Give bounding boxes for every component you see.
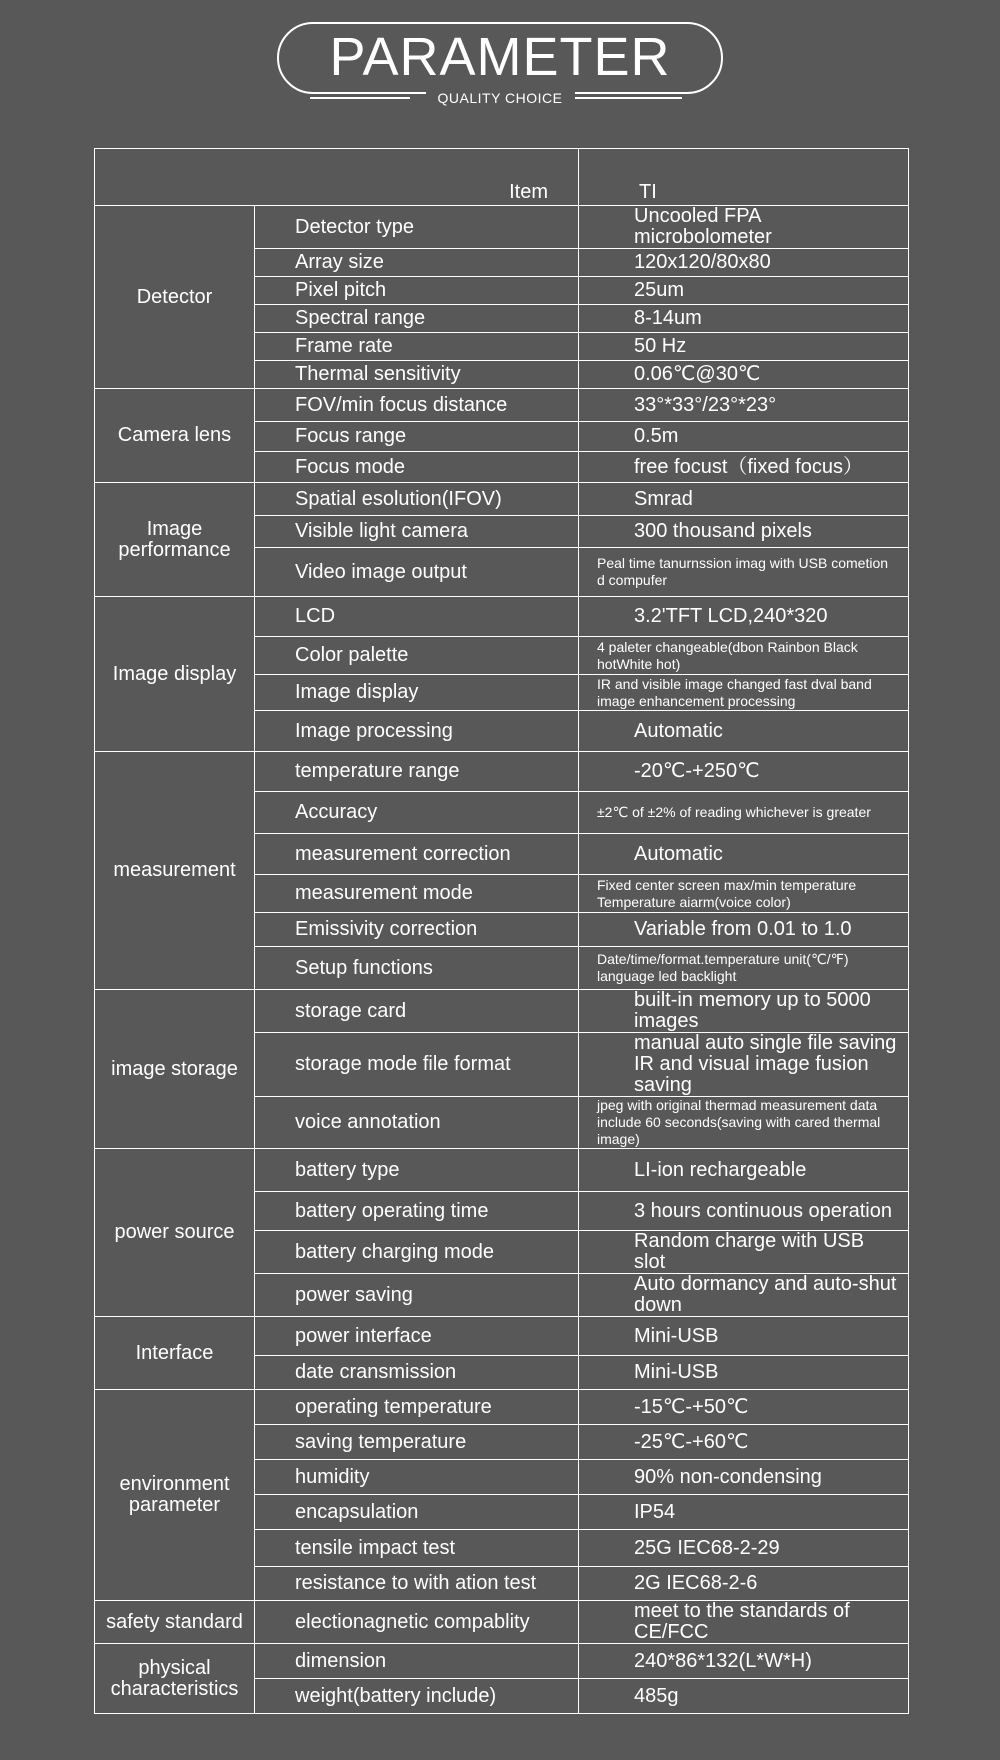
param-value: 0.06℃@30℃ [579,361,909,389]
param-name: power interface [255,1317,579,1356]
param-value: Variable from 0.01 to 1.0 [579,913,909,947]
param-value: Random charge with USB slot [579,1231,909,1274]
header-item: Item [95,149,579,206]
param-name: Focus mode [255,452,579,483]
parameter-table [94,148,909,1714]
param-value: free focust（fixed focus） [579,452,909,483]
param-name: FOV/min focus distance [255,389,579,422]
param-name: operating temperature [255,1390,579,1425]
param-value: IP54 [579,1495,909,1530]
param-value: IR and visible image changed fast dval band image enhancement processing [579,675,909,711]
param-name: battery operating time [255,1192,579,1231]
param-value: Mini-USB [579,1317,909,1356]
param-name: LCD [255,597,579,637]
param-value: 33°*33°/23°*23° [579,389,909,422]
table-row [95,389,909,422]
param-name: Accuracy [255,792,579,834]
table-row [95,206,909,249]
table-row [95,752,909,792]
param-name: storage mode file format [255,1033,579,1097]
param-value: 2G IEC68-2-6 [579,1567,909,1601]
param-value: -15℃-+50℃ [579,1390,909,1425]
group-label: Camera lens [95,389,255,483]
param-name: Video image output [255,548,579,597]
param-name: Detector type [255,206,579,249]
param-name: Color palette [255,637,579,675]
param-name: Spatial esolution(IFOV) [255,483,579,516]
param-value: Smrad [579,483,909,516]
param-name: tensile impact test [255,1530,579,1567]
param-value: -25℃-+60℃ [579,1425,909,1460]
param-value: Automatic [579,711,909,752]
group-label: Detector [95,206,255,389]
table-row [95,483,909,516]
param-name: Visible light camera [255,516,579,548]
param-name: temperature range [255,752,579,792]
param-value: jpeg with original thermad measurement data include 60 seconds(saving with cared thermal image) [579,1097,909,1149]
subtitle-wrap [0,88,1000,108]
param-value: manual auto single file saving IR and visual image fusion saving [579,1033,909,1097]
param-value: 4 paleter changeable(dbon Rainbon Black hotWhite hot) [579,637,909,675]
header [0,0,1000,130]
param-name: Pixel pitch [255,277,579,305]
param-value: 3 hours continuous operation [579,1192,909,1231]
table-row [95,990,909,1033]
param-name: date cransmission [255,1356,579,1390]
param-name: measurement correction [255,834,579,875]
param-name: Image processing [255,711,579,752]
param-value: 300 thousand pixels [579,516,909,548]
param-value: 25um [579,277,909,305]
param-value: 50 Hz [579,333,909,361]
param-value: Fixed center screen max/min temperature Temperature aiarm(voice color) [579,875,909,913]
group-label: image storage [95,990,255,1149]
table-row [95,1317,909,1356]
param-value: 485g [579,1679,909,1714]
param-value: Auto dormancy and auto-shut down [579,1274,909,1317]
param-name: power saving [255,1274,579,1317]
param-value: meet to the standards of CE/FCC [579,1601,909,1644]
param-name: Image display [255,675,579,711]
param-value: Peal time tanurnssion imag with USB cometion d compufer [579,548,909,597]
header-model: TI [579,149,909,206]
group-label: measurement [95,752,255,990]
param-name: dimension [255,1644,579,1679]
param-value: 240*86*132(L*W*H) [579,1644,909,1679]
param-value: 0.5m [579,422,909,452]
param-value: ±2℃ of ±2% of reading whichever is greater [579,792,909,834]
param-name: encapsulation [255,1495,579,1530]
param-name: Array size [255,249,579,277]
param-name: saving temperature [255,1425,579,1460]
param-name: Focus range [255,422,579,452]
table-row [95,1390,909,1425]
table-header-row [95,149,909,206]
param-name: voice annotation [255,1097,579,1149]
param-value: 90% non-condensing [579,1460,909,1495]
param-name: battery type [255,1149,579,1192]
param-name: Spectral range [255,305,579,333]
param-value: 8-14um [579,305,909,333]
param-name: electionagnetic compablity [255,1601,579,1644]
param-name: measurement mode [255,875,579,913]
param-value: 3.2'TFT LCD,240*320 [579,597,909,637]
page-subtitle: QUALITY CHOICE [426,88,575,108]
group-label: power source [95,1149,255,1317]
param-value: LI-ion rechargeable [579,1149,909,1192]
param-value: 120x120/80x80 [579,249,909,277]
param-name: Thermal sensitivity [255,361,579,389]
param-value: Uncooled FPA microbolometer [579,206,909,249]
param-name: Setup functions [255,947,579,990]
table-row [95,597,909,637]
group-label: physical characteristics [95,1644,255,1714]
group-label: environment parameter [95,1390,255,1601]
group-label: Image display [95,597,255,752]
param-name: battery charging mode [255,1231,579,1274]
param-value: -20℃-+250℃ [579,752,909,792]
param-value: Automatic [579,834,909,875]
param-name: storage card [255,990,579,1033]
param-name: Emissivity correction [255,913,579,947]
page-title: PARAMETER [329,27,671,87]
table-row [95,1601,909,1644]
param-name: resistance to with ation test [255,1567,579,1601]
param-value: Mini-USB [579,1356,909,1390]
group-label: safety standard [95,1601,255,1644]
param-value: Date/time/format.temperature unit(℃/℉) language led backlight [579,947,909,990]
param-name: Frame rate [255,333,579,361]
group-label: Interface [95,1317,255,1390]
param-name: weight(battery include) [255,1679,579,1714]
param-value: built-in memory up to 5000 images [579,990,909,1033]
table-row [95,1149,909,1192]
table-row [95,1644,909,1679]
group-label: Image performance [95,483,255,597]
param-name: humidity [255,1460,579,1495]
param-value: 25G IEC68-2-29 [579,1530,909,1567]
